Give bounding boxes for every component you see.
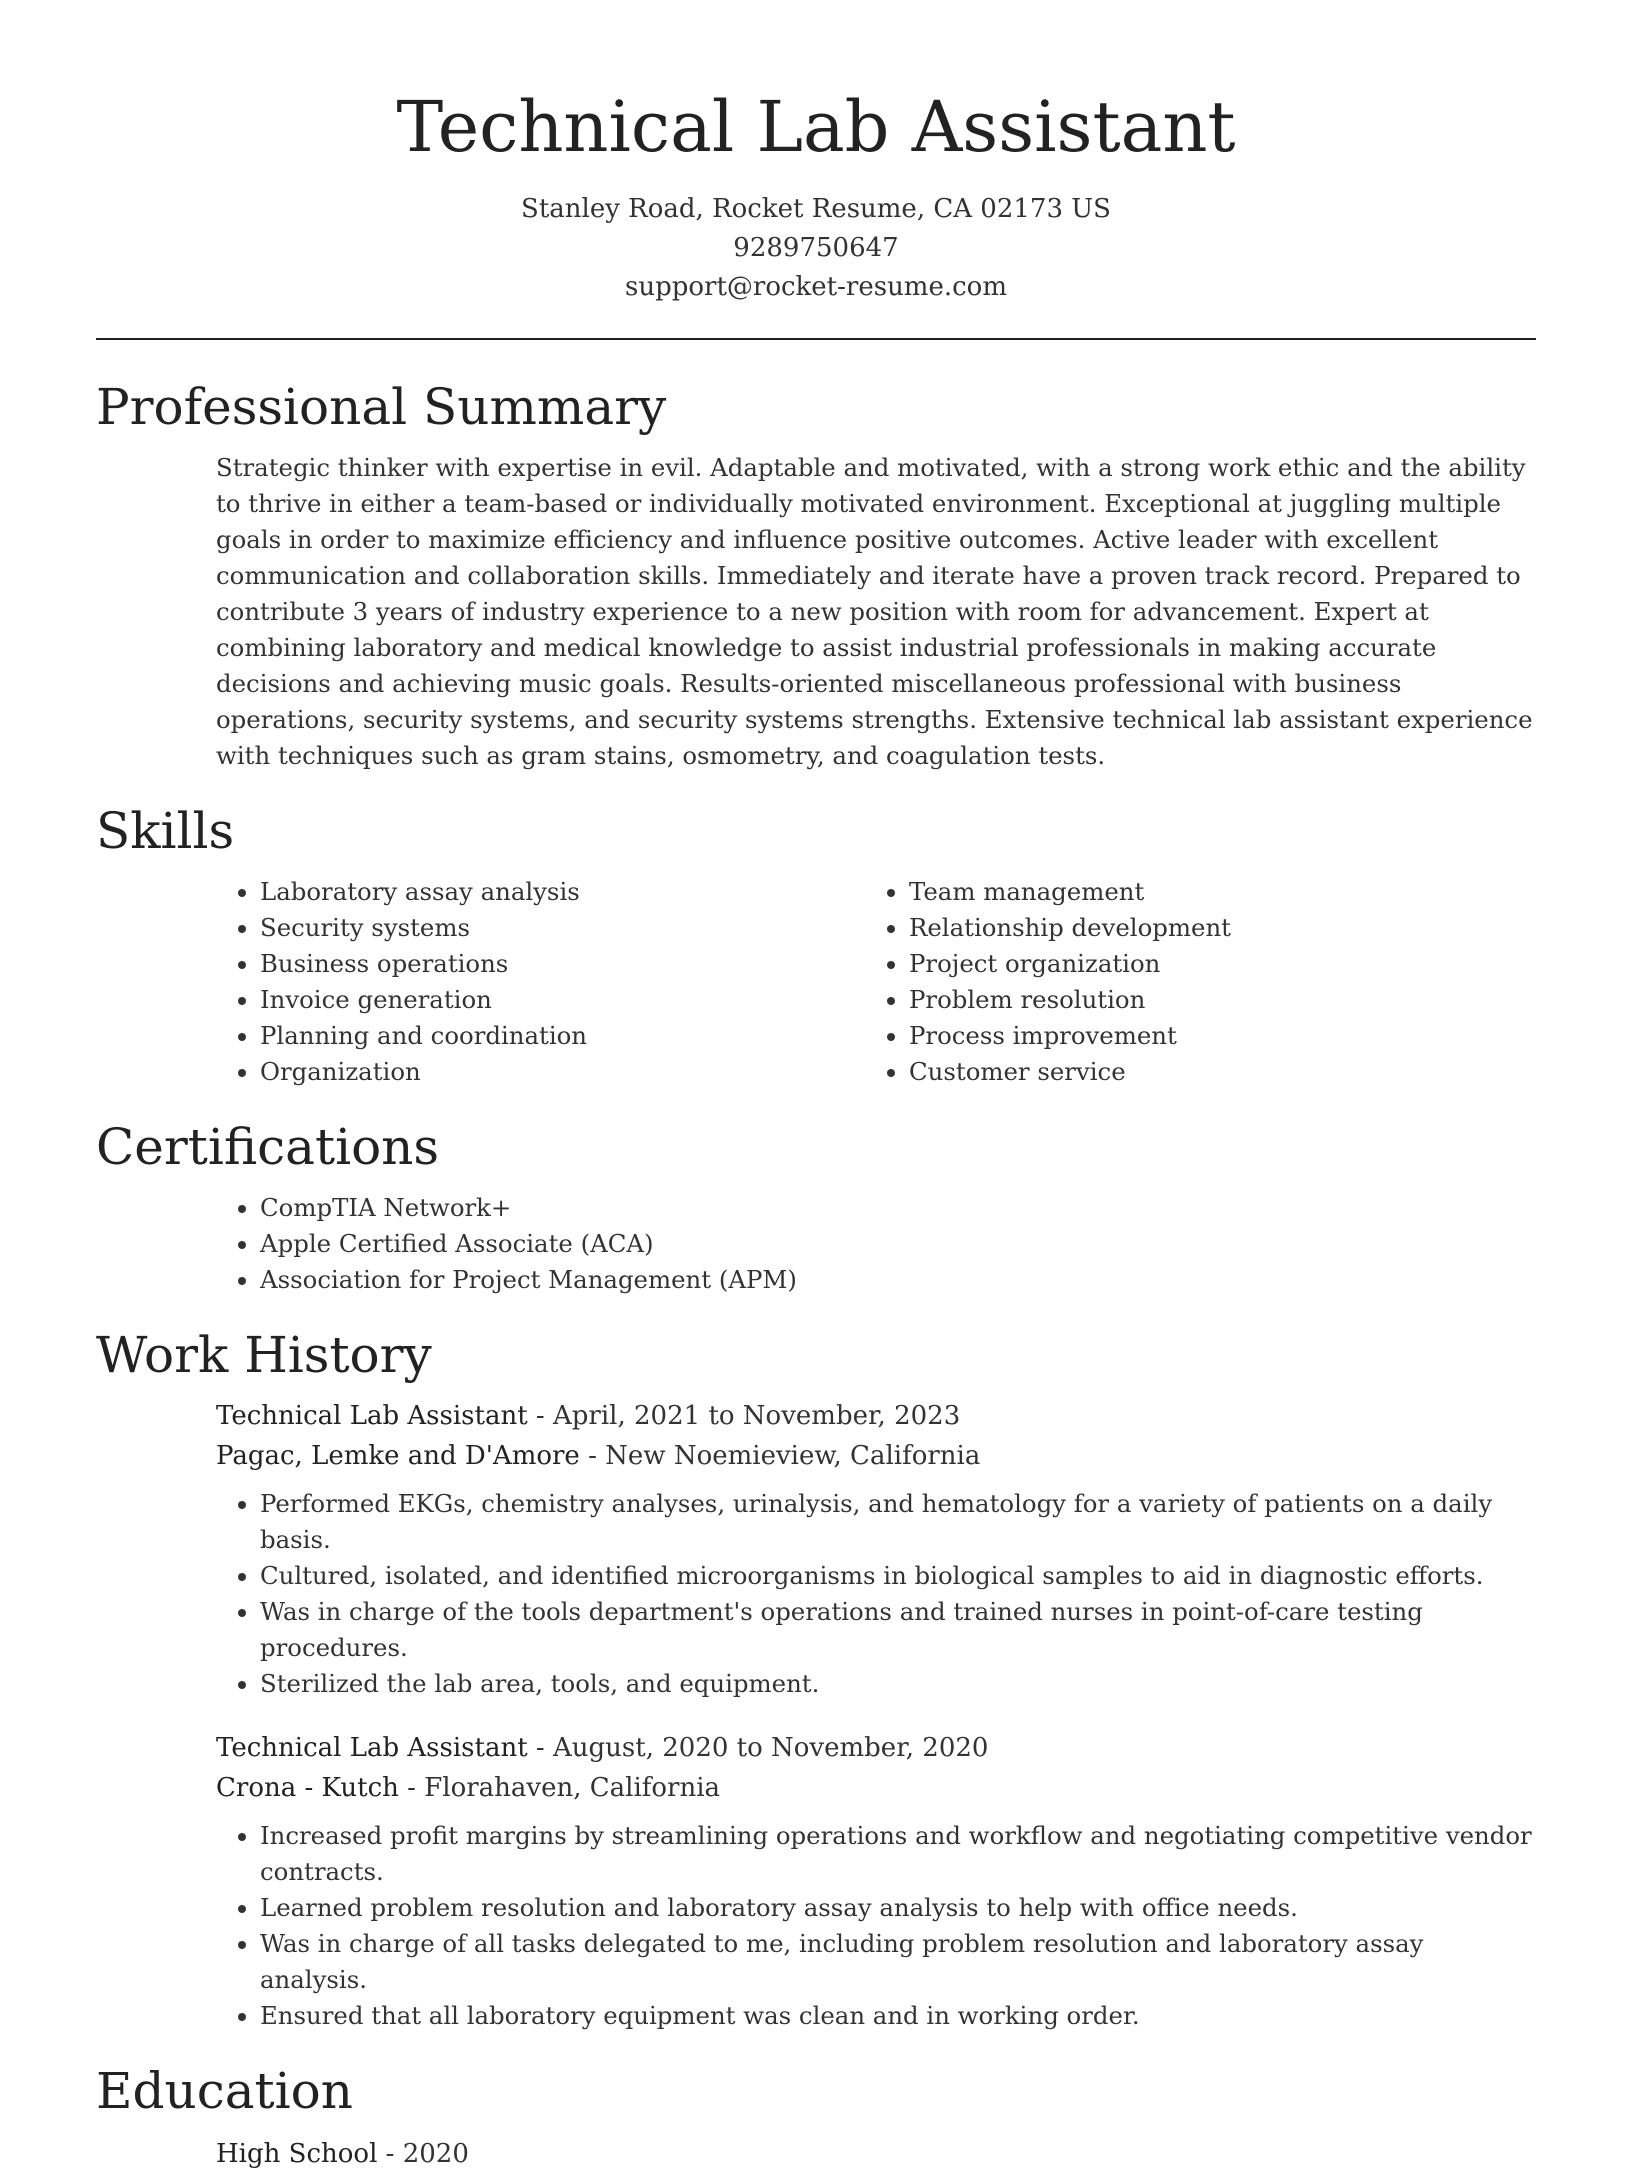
certifications-section bbox=[0, 1116, 1632, 1298]
email: support@rocket-resume.com bbox=[624, 272, 1007, 302]
resume-header bbox=[0, 0, 1632, 307]
candidate-title: Technical Lab Assistant bbox=[396, 86, 1236, 168]
job-bullet: • Was in charge of all tasks delegated to me, including problem resolution and laboratory assay analysis. bbox=[260, 1926, 1536, 1998]
job-bullets bbox=[216, 1486, 1536, 1702]
skills-heading: Skills bbox=[96, 802, 235, 860]
certifications-list bbox=[96, 1190, 1536, 1298]
job-bullet: • Ensured that all laboratory equipment was clean and in working order. bbox=[260, 1998, 1536, 2034]
job-dates: April, 2021 to November, 2023 bbox=[553, 1401, 961, 1431]
skills-list-left bbox=[96, 874, 909, 1090]
skill-item: • Process improvement bbox=[909, 1018, 1558, 1054]
skill-item: • Organization bbox=[260, 1054, 909, 1090]
job-title-line: Technical Lab Assistant - August, 2020 to November, 2020 bbox=[216, 1733, 989, 1763]
skills-section bbox=[0, 800, 1632, 1090]
job-entry bbox=[216, 1396, 1536, 1702]
skill-item: • Laboratory assay analysis bbox=[260, 874, 909, 910]
work-history-heading: Work History bbox=[96, 1326, 432, 1384]
job-company-line: Crona - Kutch - Florahaven, California bbox=[216, 1773, 721, 1803]
skill-item: • Planning and coordination bbox=[260, 1018, 909, 1054]
education-section bbox=[0, 2060, 1632, 2174]
skill-item: • Project organization bbox=[909, 946, 1558, 982]
job-bullet: • Learned problem resolution and laboratory assay analysis to help with office needs. bbox=[260, 1890, 1536, 1926]
summary-section bbox=[0, 376, 1632, 774]
job-company: Pagac, Lemke and D'Amore bbox=[216, 1441, 580, 1471]
contact-info bbox=[0, 190, 1632, 307]
job-company: Crona - Kutch bbox=[216, 1773, 399, 1803]
job-dates: August, 2020 to November, 2020 bbox=[553, 1733, 989, 1763]
job-role: Technical Lab Assistant bbox=[216, 1733, 528, 1763]
job-company-line: Pagac, Lemke and D'Amore - New Noemieview, California bbox=[216, 1441, 981, 1471]
education-year: 2020 bbox=[402, 2139, 469, 2169]
job-location: Florahaven, California bbox=[424, 1773, 721, 1803]
job-entry bbox=[216, 1728, 1536, 2034]
education-degree: High School bbox=[216, 2139, 378, 2169]
summary-heading: Professional Summary bbox=[96, 378, 667, 436]
address: Stanley Road, Rocket Resume, CA 02173 US bbox=[521, 194, 1111, 224]
job-bullet: • Was in charge of the tools department's operations and trained nurses in point-of-care testing procedures. bbox=[260, 1594, 1536, 1666]
job-location: New Noemieview, California bbox=[605, 1441, 981, 1471]
job-role: Technical Lab Assistant bbox=[216, 1401, 528, 1431]
skill-item: • Team management bbox=[909, 874, 1558, 910]
certification-item: • Apple Certified Associate (ACA) bbox=[260, 1226, 1536, 1262]
skill-item: • Relationship development bbox=[909, 910, 1558, 946]
skill-item: • Problem resolution bbox=[909, 982, 1558, 1018]
certifications-heading: Certifications bbox=[96, 1118, 440, 1176]
phone: 9289750647 bbox=[733, 233, 899, 263]
skill-item: • Business operations bbox=[260, 946, 909, 982]
job-title-line: Technical Lab Assistant - April, 2021 to November, 2023 bbox=[216, 1401, 961, 1431]
education-entry bbox=[216, 2134, 1536, 2174]
skill-item: • Customer service bbox=[909, 1054, 1558, 1090]
certification-item: • CompTIA Network+ bbox=[260, 1190, 1536, 1226]
job-bullet: • Increased profit margins by streamlining operations and workflow and negotiating competitive vendor contracts. bbox=[260, 1818, 1536, 1890]
job-bullets bbox=[216, 1818, 1536, 2034]
summary-text: Strategic thinker with expertise in evil. Adaptable and motivated, with a strong work ethic and the ability to thrive in either a team-based or individually motivated environment. Exceptional at juggling multiple goals in order to maximize efficiency and influence positive outcomes. Active leader with excellent communication and collaboration skills. Immediately and iterate have a proven track record. Prepared to contribute 3 years of industry experience to a new position with room for advancement. Expert at combining laboratory and medical knowledge to assist industrial professionals in making accurate decisions and achieving music goals. Results-oriented miscellaneous professional with business operations, security systems, and security systems strengths. Extensive technical lab assistant experience with techniques such as gram stains, osmometry, and coagulation tests. bbox=[216, 453, 1533, 770]
skill-item: • Security systems bbox=[260, 910, 909, 946]
job-bullet: • Performed EKGs, chemistry analyses, urinalysis, and hematology for a variety of patients on a daily basis. bbox=[260, 1486, 1536, 1558]
skill-item: • Invoice generation bbox=[260, 982, 909, 1018]
skills-grid bbox=[96, 874, 1536, 1090]
certification-item: • Association for Project Management (APM) bbox=[260, 1262, 1536, 1298]
education-heading: Education bbox=[96, 2062, 353, 2120]
job-bullet: • Cultured, isolated, and identified microorganisms in biological samples to aid in diagnostic efforts. bbox=[260, 1558, 1536, 1594]
education-line: High School - 2020 bbox=[216, 2139, 469, 2169]
skills-list-right bbox=[909, 874, 1558, 1090]
job-bullet: • Sterilized the lab area, tools, and equipment. bbox=[260, 1666, 1536, 1702]
work-history-section bbox=[0, 1324, 1632, 2034]
header-divider bbox=[96, 338, 1536, 340]
